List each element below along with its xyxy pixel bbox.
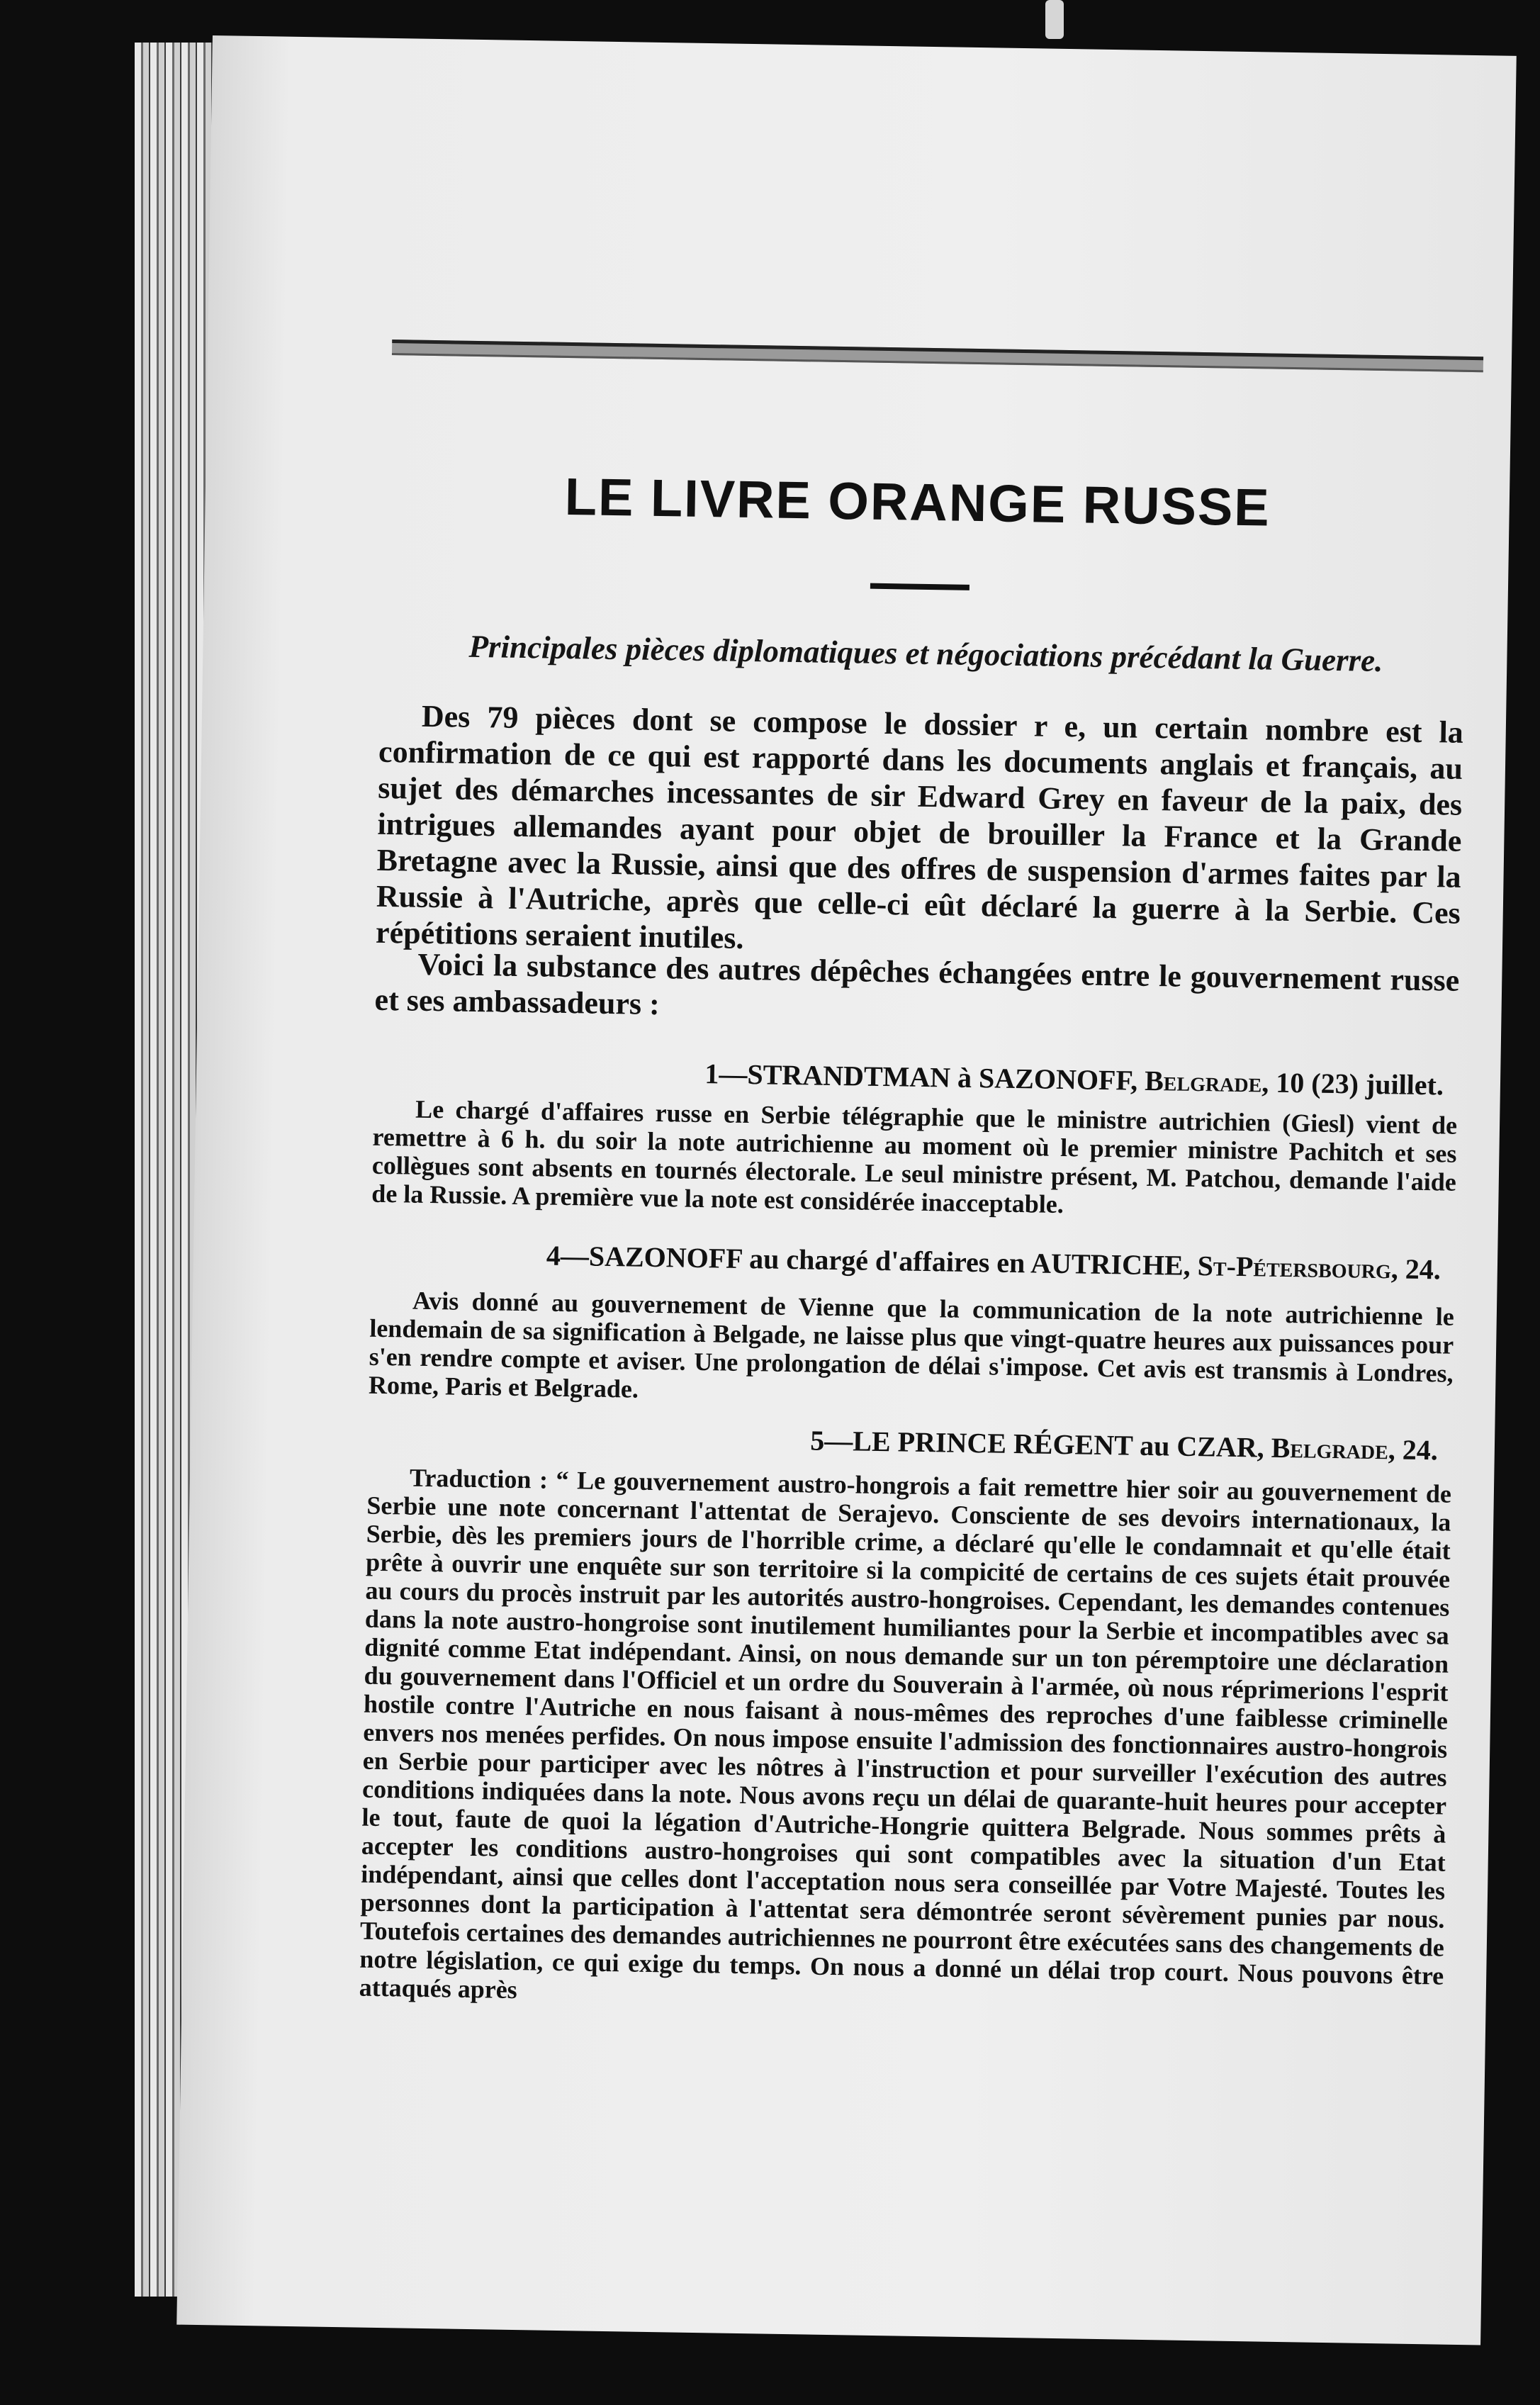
- dispatch-text-5: Traduction : “ Le gouvernement austro-hongrois a fait remettre hier soir au gouvernement de Serbie une note concernant l'attentat de Serajevo. Consciente de ses devoirs internationaux, la Serbie, dès les premiers jours de l'horrible crime, a déclaré qu'elle le condamnait et qu'elle était prête à ouvrir une enquête sur son territoire si la compicité de certains de ces sujets était prouvée au cours du procès instruit par les autorités austro-hongroises. Cependant, les demandes contenues dans la note austro-hongroise sont inutilement humiliantes pour la Serbie et incompatibles avec sa dignité comme Etat indépendant. Ainsi, on nous demande sur un ton péremptoire une déclaration du gouvernement dans l'Officiel et un ordre du Souverain à l'armée, où nous réprimerions l'esprit hostile contre l'Autriche en nous faisant à nous-mêmes des reproches d'une faiblesse criminelle envers nos menées perfides. On nous impose ensuite l'admission des fonctionnaires austro-hongrois en Serbie pour participer avec les nôtres à l'instruction et pour surveiller l'exécution des autres conditions indiquées dans la note. Nous avons reçu un délai de quarante-huit heures pour accepter le tout, faute de quoi la légation d'Autriche-Hongrie quittera Belgrade. Nous sommes prêts à accepter les conditions austro-hongroises qui sont compatibles avec la situation d'un Etat indépendant, ainsi que celles dont l'acceptation nous sera conseillée par Votre Majesté. Toutes les personnes dont la participation à l'attentat sera démontrée seront sévèrement punies par nous. Toutefois certaines des demandes autrichiennes ne pourront être exécutées sans des changements de notre législation, ce qui exige du temps. On nous a donné un délai trop court. Nous pouvons être attaqués après: [359, 1463, 1452, 2005]
- top-rule: [392, 340, 1483, 372]
- dispatch-heading-date: 24.: [1402, 1433, 1439, 1467]
- intro-paragraph-1: Des 79 pièces dont se compose le dossier r e, un certain nombre est la confirmation de ce qui est rapporté dans les documents anglais et français, au sujet des démarches incessantes de sir Edward Grey en faveur de la paix, des intrigues allemandes ayant pour objet de brouiller la France et la Grande Bretagne avec la Russie, ainsi que des offres de suspension d'armes faites par la Russie à l'Autriche, après que celle-ci eût déclaré la guerre à la Serbie. Ces répétitions seraient inutiles.: [375, 698, 1464, 955]
- dispatch-heading-5: [368, 1417, 1439, 1467]
- page-title: LE LIVRE ORANGE RUSSE: [564, 466, 1271, 537]
- title-divider: [870, 583, 969, 590]
- dispatch-heading-date: 10 (23) juillet.: [1276, 1066, 1444, 1101]
- dispatch-heading-main: 4—SAZONOFF au chargé d'affaires en AUTRICHE,: [546, 1239, 1191, 1282]
- page-subtitle: Principales pièces diplomatiques et négociations précédant la Guerre.: [468, 628, 1383, 679]
- dispatch-text-1: Le chargé d'affaires russe en Serbie télégraphie que le ministre autrichien (Giesl) vient de remettre à 6 h. du soir la note autrichienne au moment où le premier ministre Pachitch et ses collègues sont absents en tournés électorale. Le seul ministre présent, M. Patchou, demande l'aide de la Russie. A première vue la note est considérée inacceptable.: [371, 1094, 1458, 1219]
- binding-clip: [1045, 0, 1064, 39]
- dispatch-heading-place: St-Pétersbourg,: [1197, 1250, 1399, 1285]
- dispatch-heading-4: [371, 1236, 1441, 1286]
- dispatch-heading-main: 1—STRANDTMAN à SAZONOFF,: [704, 1058, 1138, 1097]
- document-page: [176, 35, 1517, 2345]
- dispatch-heading-place: Belgrade,: [1144, 1064, 1269, 1099]
- dispatch-heading-date: 24.: [1405, 1252, 1441, 1286]
- intro-paragraph-2: Voici la substance des autres dépêches échangées entre le gouvernement russe et ses ambassadeurs :: [374, 946, 1460, 1022]
- dispatch-heading-main: 5—LE PRINCE RÉGENT au CZAR,: [809, 1424, 1265, 1464]
- dispatch-text-4: Avis donné au gouvernement de Vienne que la communication de la note autrichienne le lendemain de sa signification à Belgade, ne laisse plus que vingt-quatre heures aux puissances pour s'en rendre compte et aviser. Une prolongation de délai s'impose. Cet avis est transmis à Londres, Rome, Paris et Belgrade.: [368, 1286, 1455, 1403]
- dispatch-heading-1: [373, 1052, 1444, 1102]
- dispatch-heading-place: Belgrade,: [1271, 1431, 1396, 1466]
